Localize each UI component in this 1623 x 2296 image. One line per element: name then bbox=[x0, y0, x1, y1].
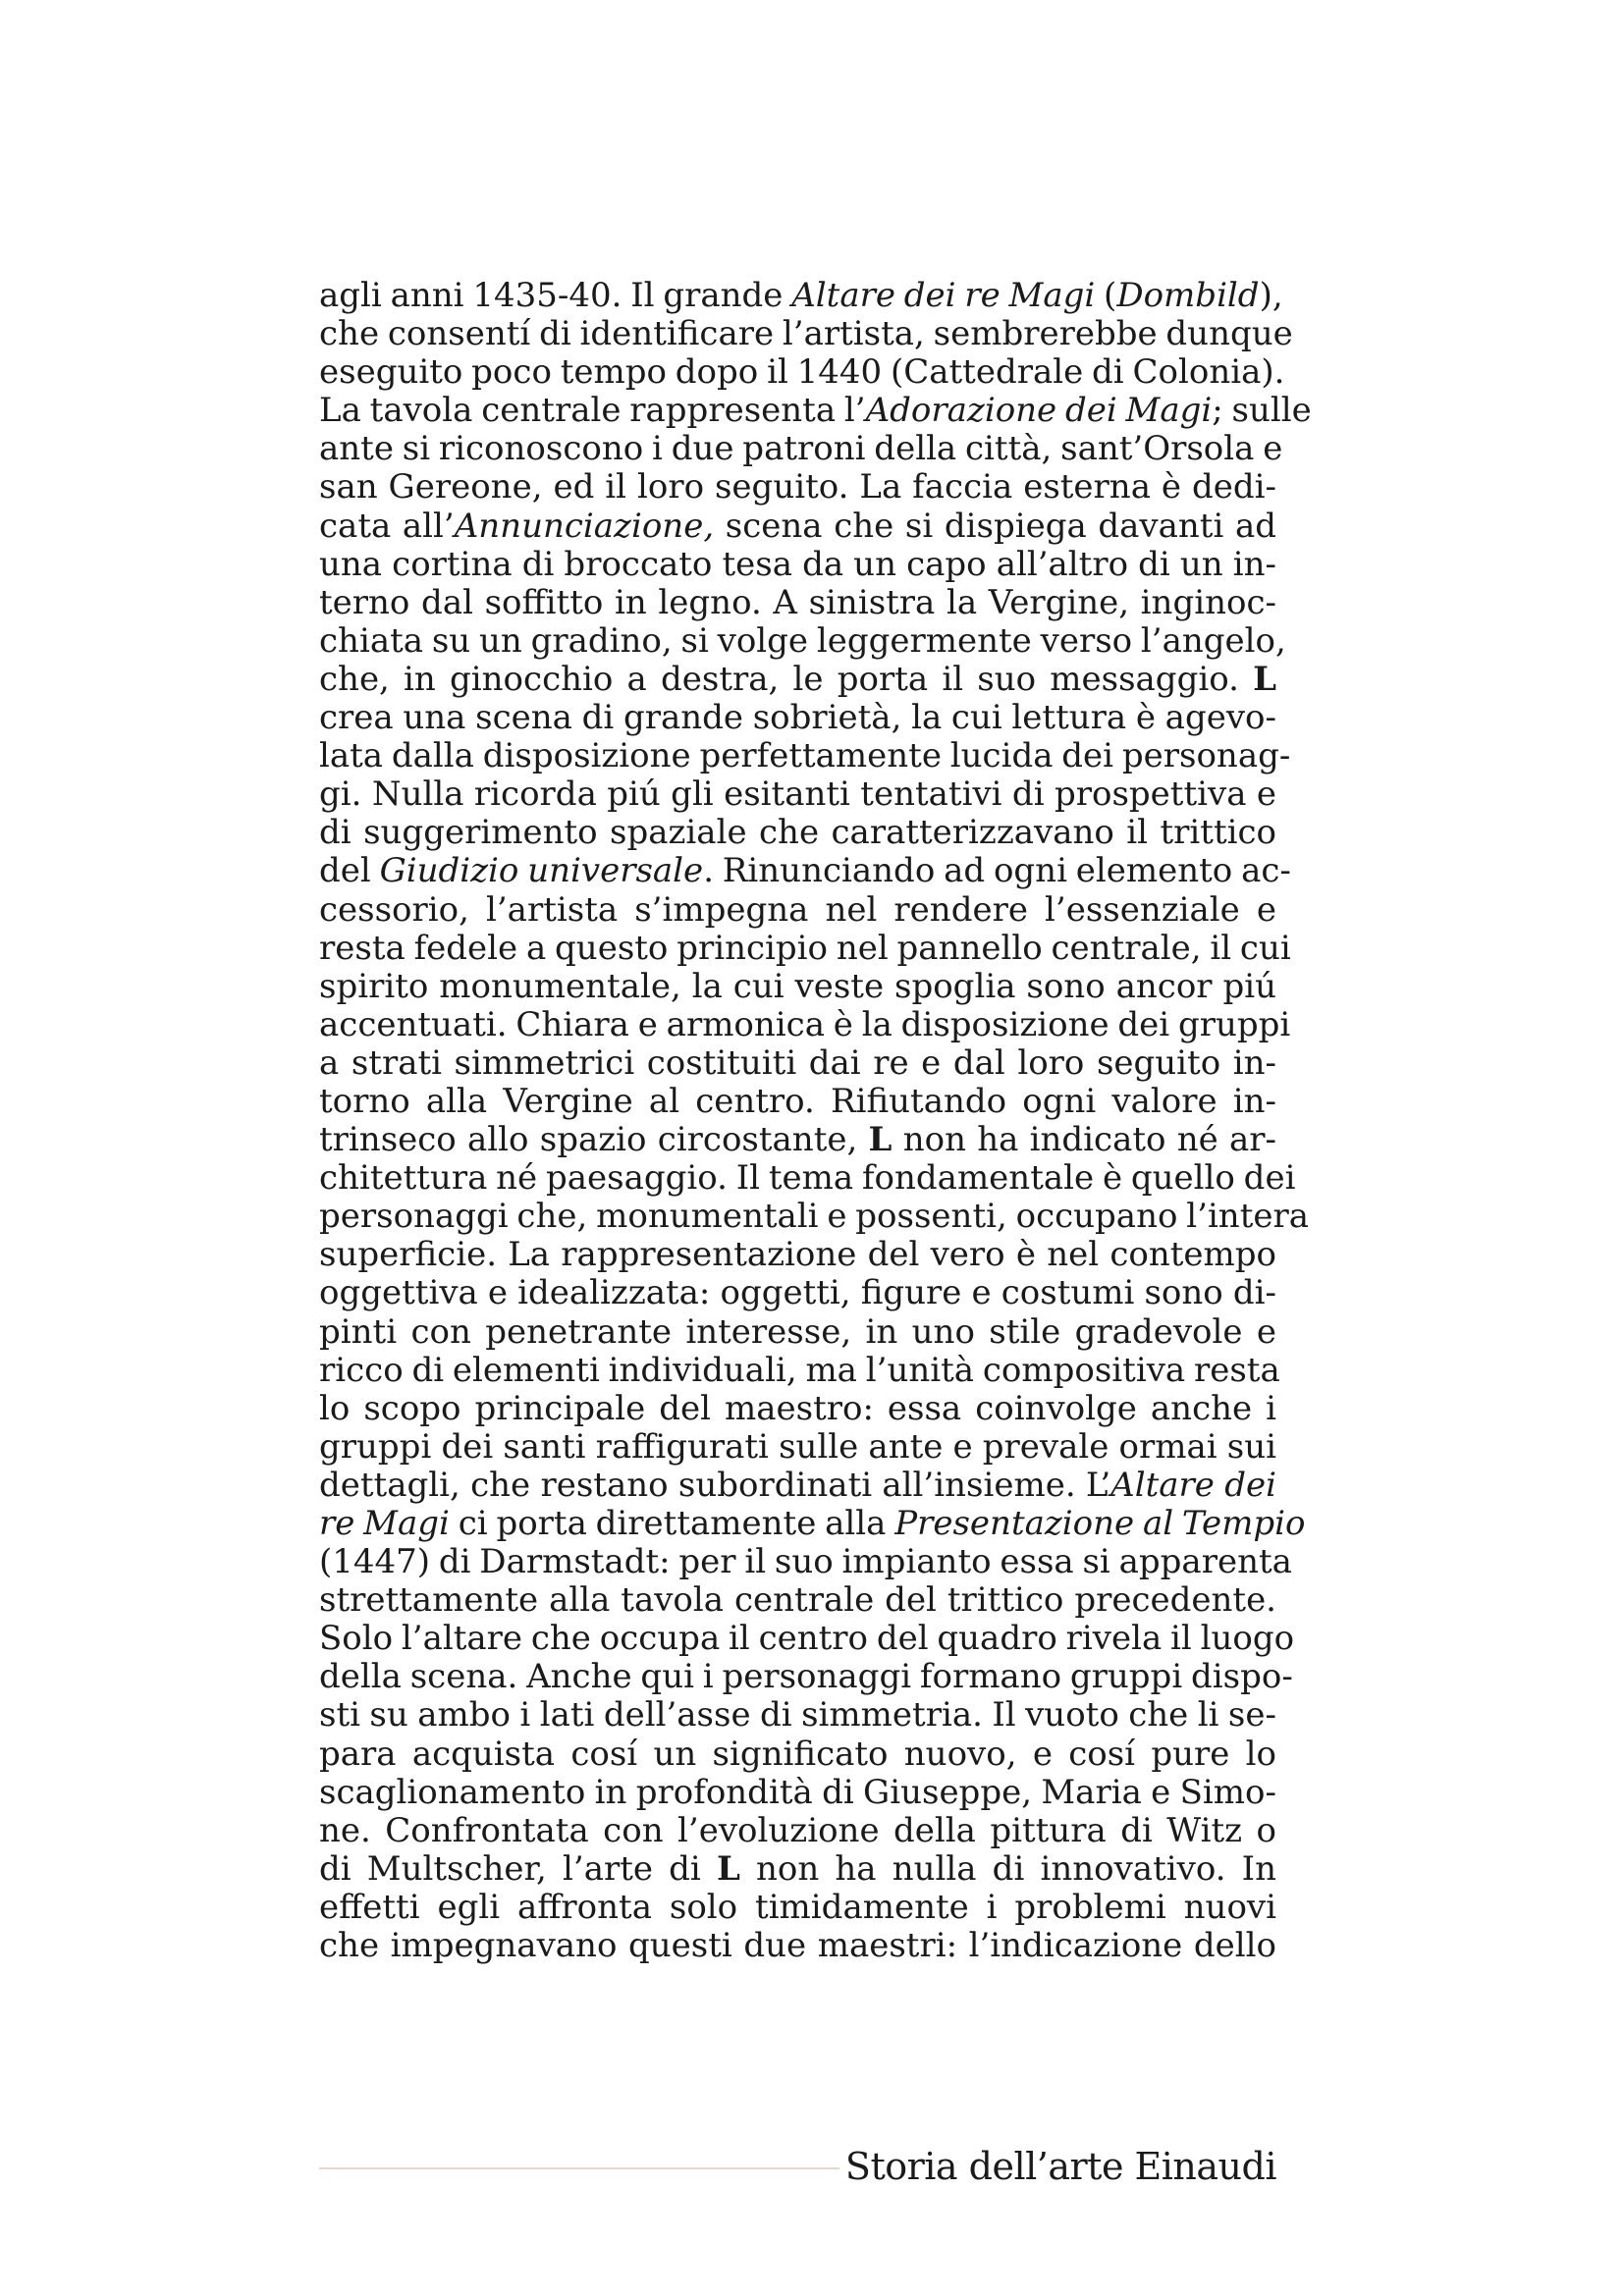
text-segment: non ha indicato né ar- bbox=[892, 1120, 1277, 1160]
text-segment: san Gereone, ed il loro seguito. La faccia esterna è dedi- bbox=[319, 467, 1276, 507]
text-segment: del bbox=[319, 851, 380, 891]
text-line bbox=[319, 1428, 1276, 1467]
text-segment: gruppi dei santi raffigurati sulle ante e prevale ormai sui bbox=[319, 1426, 1276, 1467]
bold-initial: L bbox=[716, 1848, 740, 1889]
text-segment: chiata su un gradino, si volge leggermente verso l’angelo, bbox=[319, 620, 1286, 661]
text-segment: della scena. Anche qui i personaggi formano gruppi dispo- bbox=[319, 1657, 1293, 1697]
text-line bbox=[319, 1657, 1293, 1697]
text-segment: effetti egli affronta solo timidamente i problemi nuovi bbox=[319, 1887, 1276, 1927]
italic-title: Giudizio universale bbox=[379, 851, 704, 891]
text-segment: eseguito poco tempo dopo il 1440 (Cattedrale di Colonia). bbox=[319, 352, 1285, 393]
text-line bbox=[319, 429, 1283, 469]
text-line bbox=[319, 1390, 1276, 1428]
text-line bbox=[319, 1044, 1276, 1083]
text-segment: gi. Nulla ricorda piú gli esitanti tentativi di prospettiva e bbox=[319, 774, 1276, 815]
text-segment: non ha nulla di innovativo. In bbox=[739, 1848, 1276, 1889]
text-segment: resta fedele a questo principio nel pannello centrale, il cui bbox=[319, 928, 1291, 968]
italic-title: Altare dei bbox=[1110, 1465, 1276, 1505]
text-segment: che consentí di identificare l’artista, sembrerebbe dunque bbox=[319, 314, 1293, 354]
text-line bbox=[319, 1274, 1276, 1312]
text-segment: oggettiva e idealizzata: oggetti, figure e costumi sono di- bbox=[319, 1273, 1276, 1313]
text-segment: lo scopo principale del maestro: essa coinvolge anche i bbox=[319, 1388, 1276, 1428]
text-segment: pinti con penetrante interesse, in uno stile gradevole e bbox=[319, 1311, 1276, 1352]
text-line bbox=[319, 1889, 1276, 1927]
text-segment: superficie. La rappresentazione del vero è nel contempo bbox=[319, 1235, 1276, 1275]
italic-title: Dombild bbox=[1116, 276, 1260, 315]
text-line bbox=[319, 1696, 1276, 1735]
text-line bbox=[319, 661, 1276, 699]
text-line bbox=[319, 1774, 1276, 1812]
text-segment: dettagli, che restano subordinati all’insieme. L’ bbox=[319, 1465, 1111, 1505]
footer-title: Storia dell’arte Einaudi bbox=[844, 2145, 1276, 2188]
text-segment: Solo l’altare che occupa il centro del quadro rivela il luogo bbox=[319, 1619, 1295, 1659]
text-segment: che, in ginocchio a destra, le porta il suo messaggio. bbox=[319, 659, 1254, 699]
text-line bbox=[319, 1542, 1292, 1582]
text-line bbox=[319, 314, 1293, 354]
text-line bbox=[319, 1735, 1276, 1774]
text-segment: a strati simmetrici costituiti dai re e dal loro seguito in- bbox=[319, 1042, 1276, 1083]
text-segment: spirito monumentale, la cui veste spoglia sono ancor piú bbox=[319, 966, 1276, 1006]
text-segment: ( bbox=[1095, 276, 1117, 315]
text-line bbox=[319, 1083, 1276, 1121]
text-segment: ne. Confrontata con l’evoluzione della pittura di Witz o bbox=[319, 1810, 1276, 1850]
text-segment: ; sulle bbox=[1212, 391, 1312, 431]
text-line bbox=[319, 1197, 1310, 1237]
text-line bbox=[319, 968, 1276, 1006]
text-line bbox=[319, 352, 1285, 393]
text-line bbox=[319, 620, 1286, 661]
text-segment: agli anni 1435-40. Il grande bbox=[319, 276, 792, 315]
italic-title: Adorazione dei Magi bbox=[865, 391, 1213, 431]
text-line bbox=[319, 891, 1276, 930]
text-segment: . Rinunciando ad ogni elemento ac- bbox=[703, 851, 1291, 891]
text-segment: ante si riconoscono i due patroni della città, sant’Orsola e bbox=[319, 429, 1283, 469]
text-line bbox=[319, 1004, 1291, 1044]
text-segment: ricco di elementi individuali, ma l’unità compositiva resta bbox=[319, 1350, 1280, 1390]
text-line bbox=[319, 276, 1283, 315]
italic-title: Altare dei re Magi bbox=[791, 276, 1096, 315]
italic-title: re Magi bbox=[319, 1504, 450, 1543]
text-segment: strettamente alla tavola centrale del trittico precedente. bbox=[319, 1580, 1276, 1621]
text-line bbox=[319, 1158, 1296, 1199]
text-line bbox=[319, 468, 1276, 507]
text-line bbox=[319, 851, 1291, 891]
text-line bbox=[319, 736, 1291, 776]
text-line bbox=[319, 928, 1291, 968]
text-segment: ci porta direttamente alla bbox=[449, 1504, 895, 1543]
text-line bbox=[319, 1504, 1306, 1543]
text-segment: cessorio, l’artista s’impegna nel rendere l’essenziale e bbox=[319, 889, 1276, 930]
text-line bbox=[319, 1467, 1276, 1505]
text-segment: trinseco allo spazio circostante, bbox=[319, 1120, 869, 1160]
bold-initial: L bbox=[868, 1120, 893, 1160]
text-segment: che impegnavano questi due maestri: l’indicazione dello bbox=[319, 1926, 1276, 1966]
text-segment: La tavola centrale rappresenta l’ bbox=[319, 391, 866, 431]
text-segment: accentuati. Chiara e armonica è la disposizione dei gruppi bbox=[319, 1004, 1291, 1044]
text-line bbox=[319, 775, 1276, 814]
text-line bbox=[319, 1313, 1276, 1352]
text-line bbox=[319, 1812, 1276, 1850]
text-segment: torno alla Vergine al centro. Rifiutando ogni valore in- bbox=[319, 1081, 1276, 1121]
text-segment: di suggerimento spaziale che caratterizzavano il trittico bbox=[319, 813, 1276, 853]
text-segment: (1447) di Darmstadt: per il suo impianto essa si apparenta bbox=[319, 1542, 1292, 1582]
text-segment: crea una scena di grande sobrietà, la cui lettura è agevo- bbox=[319, 698, 1276, 738]
text-segment: scaglionamento in profondità di Giuseppe, Maria e Simo- bbox=[319, 1772, 1276, 1812]
text-segment: sti su ambo i lati dell’asse di simmetria. Il vuoto che li se- bbox=[319, 1695, 1276, 1735]
text-line bbox=[319, 507, 1276, 546]
text-segment: lata dalla disposizione perfettamente lucida dei personag- bbox=[319, 736, 1291, 776]
text-line bbox=[319, 699, 1276, 737]
bold-initial: L bbox=[1253, 659, 1276, 699]
text-line bbox=[319, 1619, 1295, 1659]
text-line bbox=[319, 1236, 1276, 1274]
text-segment: para acquista cosí un significato nuovo, e cosí pure lo bbox=[319, 1734, 1276, 1774]
italic-title: Presentazione al Tempio bbox=[894, 1504, 1306, 1543]
text-line bbox=[319, 1581, 1276, 1620]
text-line bbox=[319, 1927, 1276, 1965]
text-line bbox=[319, 814, 1276, 852]
text-line bbox=[319, 1121, 1276, 1159]
text-line bbox=[319, 546, 1276, 584]
text-line bbox=[319, 1850, 1276, 1889]
text-segment: di Multscher, l’arte di bbox=[319, 1848, 717, 1889]
text-segment: personaggi che, monumentali e possenti, occupano l’intera bbox=[319, 1197, 1310, 1237]
footer-rule bbox=[319, 2167, 839, 2169]
text-line bbox=[319, 391, 1312, 431]
text-line bbox=[319, 584, 1276, 622]
text-segment: ), bbox=[1259, 276, 1283, 315]
italic-title: Annunciazione, bbox=[454, 506, 715, 546]
text-segment: chitettura né paesaggio. Il tema fondamentale è quello dei bbox=[319, 1158, 1296, 1199]
text-segment: una cortina di broccato tesa da un capo all’altro di un in- bbox=[319, 544, 1276, 584]
text-line bbox=[319, 1350, 1280, 1390]
text-segment: terno dal soffitto in legno. A sinistra la Vergine, inginoc- bbox=[319, 582, 1276, 622]
text-segment: cata all’ bbox=[319, 506, 455, 546]
text-segment: scena che si dispiega davanti ad bbox=[714, 506, 1276, 546]
body-text bbox=[319, 276, 1312, 1966]
